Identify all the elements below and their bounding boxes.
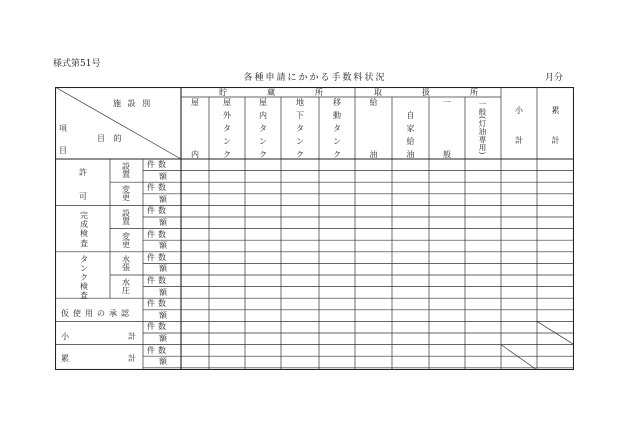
col-general-kerosene: 一般(灯油専用) (478, 100, 487, 155)
form-number: 様式第51号 (53, 59, 101, 69)
col-private-refueling: 自 家 給 油 (406, 111, 415, 159)
amount-label: 額 (159, 194, 167, 204)
count-label: 件数 (147, 276, 169, 285)
item-label: 項 (59, 124, 67, 133)
col-mobile-tank: 移 動 タ ン ク (333, 98, 341, 159)
sub-water-pressure: 水圧 (122, 278, 130, 296)
amount-label: 額 (159, 171, 167, 181)
row-permit-bottom: 可 (79, 192, 87, 201)
count-label: 件数 (147, 206, 169, 216)
count-label: 件数 (147, 160, 169, 169)
col-outdoor-tank: 屋 外 タ ン ク (223, 98, 231, 159)
count-label: 件数 (147, 322, 169, 332)
sub-change-permit: 変更 (122, 185, 130, 203)
amount-label: 額 (159, 287, 167, 297)
count-label: 件数 (147, 229, 169, 239)
count-label: 件数 (147, 252, 169, 262)
count-label: 件数 (147, 183, 169, 193)
amount-label: 額 (159, 334, 167, 343)
month-label: 月分 (545, 73, 564, 83)
row-permit-top: 許 (79, 168, 87, 177)
moku-label: 目 (59, 146, 67, 155)
sub-change-completion: 変更 (122, 232, 130, 250)
count-label: 件数 (147, 299, 169, 309)
subtotal-header-top: 小 (515, 106, 523, 115)
row-tank-inspection: タンク検査 (80, 255, 88, 300)
row-subtotal-b: 計 (128, 332, 136, 341)
col-indoor: 屋 内 (191, 98, 199, 159)
row-cumulative-b: 計 (128, 354, 136, 363)
row-cumulative-a: 累 (61, 354, 69, 363)
facility-type-label: 施 設 別 (113, 99, 153, 108)
purpose-label: 目 的 (97, 134, 125, 143)
subtotal-header-bottom: 計 (515, 136, 523, 145)
sub-water-filling: 水張 (122, 255, 130, 273)
amount-label: 額 (159, 310, 167, 320)
col-refueling: 給 油 (369, 98, 378, 159)
count-label: 件数 (147, 345, 169, 355)
col-underground-tank: 地 下 タ ン ク (296, 98, 304, 159)
handling-group-header: 取 扱 所 (374, 88, 482, 97)
row-provisional-use-approval: 仮使用の承認 (61, 309, 133, 318)
page-title: 各種申請にかかる手数料状況 (243, 73, 387, 83)
fee-status-table (55, 87, 574, 370)
amount-label: 額 (159, 241, 167, 251)
amount-label: 額 (159, 357, 167, 367)
cumulative-header-bottom: 計 (551, 136, 560, 145)
sub-establish-completion: 設置 (122, 209, 130, 227)
row-completion-inspection: 完成検査 (80, 211, 88, 248)
amount-label: 額 (159, 264, 167, 274)
col-indoor-tank: 屋 内 タ ン ク (259, 98, 267, 159)
cumulative-header-top: 累 (551, 106, 560, 115)
amount-label: 額 (159, 218, 167, 227)
storage-group-header: 貯 蔵 所 (219, 88, 327, 97)
sub-establish-permit: 設置 (122, 162, 130, 180)
row-subtotal-a: 小 (61, 332, 69, 341)
col-general: 一 般 (443, 98, 451, 159)
